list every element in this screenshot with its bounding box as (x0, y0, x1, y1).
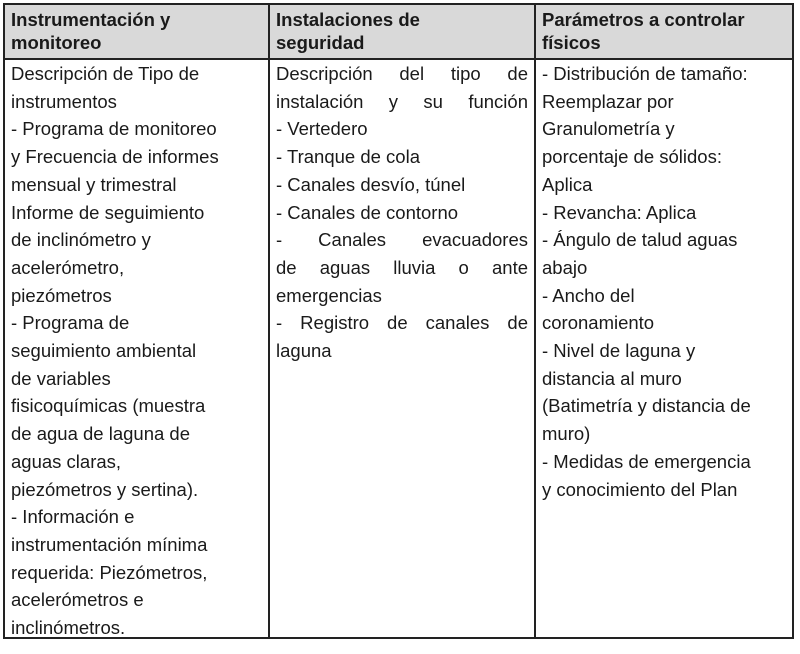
cell-line: - Canales de contorno (276, 201, 459, 223)
cell-line: instalación y su función (276, 90, 528, 112)
cell-line: requerida: Piezómetros, (11, 561, 208, 583)
cell-line: emergencias (276, 284, 382, 306)
cell-line: - Programa de monitoreo (11, 118, 217, 140)
cell-line: - Programa de (11, 312, 130, 334)
cell-instrumentacion (5, 60, 270, 637)
cell-line: seguimiento ambiental (11, 340, 197, 362)
header-instalaciones (270, 5, 536, 60)
cell-line: - Vertedero (276, 118, 368, 140)
cell-line: y conocimiento del Plan (542, 478, 738, 500)
document-table (3, 3, 794, 639)
cell-line: Granulometría y (542, 118, 675, 140)
cell-line: piezómetros (11, 284, 112, 306)
header-line: Parámetros a controlar (542, 9, 745, 30)
cell-line: acelerómetros e (11, 589, 144, 611)
cell-line: inclinómetros. (11, 617, 126, 637)
cell-line: fisicoquímicas (muestra (11, 395, 206, 417)
cell-line: instrumentación mínima (11, 533, 208, 555)
header-line: seguridad (276, 32, 365, 53)
cell-line: Informe de seguimiento (11, 201, 205, 223)
cell-line: piezómetros y sertina). (11, 478, 199, 500)
header-line: Instrumentación y (11, 9, 171, 30)
cell-parametros (536, 60, 792, 637)
cell-line: Reemplazar por (542, 90, 674, 112)
cell-line: laguna (276, 340, 332, 362)
cell-line: de aguas lluvia o ante (276, 256, 528, 278)
cell-line: acelerómetro, (11, 256, 125, 278)
cell-line: - Ángulo de talud aguas (542, 229, 738, 251)
cell-line: Descripción de Tipo de (11, 63, 200, 84)
cell-line: instrumentos (11, 90, 117, 112)
cell-line: mensual y trimestral (11, 173, 177, 195)
cell-line: muro) (542, 423, 591, 445)
cell-line: - Medidas de emergencia (542, 450, 751, 472)
header-line: Instalaciones de (276, 9, 420, 30)
cell-line: - Registro de canales de (276, 312, 528, 334)
cell-line: - Tranque de cola (276, 146, 420, 168)
cell-line: (Batimetría y distancia de (542, 395, 751, 417)
header-instrumentacion (5, 5, 270, 60)
cell-line: - Canales desvío, túnel (276, 173, 466, 195)
cell-line: distancia al muro (542, 367, 682, 389)
header-line: físicos (542, 32, 601, 53)
header-line: monitoreo (11, 32, 102, 53)
cell-line: de agua de laguna de (11, 423, 191, 445)
cell-line: - Revancha: Aplica (542, 201, 697, 223)
cell-line: coronamiento (542, 312, 655, 334)
cell-instalaciones (270, 60, 536, 637)
cell-line: - Distribución de tamaño: (542, 63, 748, 84)
cell-line: porcentaje de sólidos: (542, 146, 722, 168)
cell-line: de inclinómetro y (11, 229, 151, 251)
cell-line: Descripción del tipo de (276, 63, 528, 84)
cell-line: - Canales evacuadores (276, 229, 528, 251)
cell-line: y Frecuencia de informes (11, 146, 219, 168)
cell-line: aguas claras, (11, 450, 122, 472)
header-parametros (536, 5, 792, 60)
cell-line: - Ancho del (542, 284, 635, 306)
cell-line: - Nivel de laguna y (542, 340, 696, 362)
cell-line: abajo (542, 256, 588, 278)
cell-line: Aplica (542, 173, 593, 195)
cell-line: - Información e (11, 506, 135, 528)
cell-line: de variables (11, 367, 111, 389)
